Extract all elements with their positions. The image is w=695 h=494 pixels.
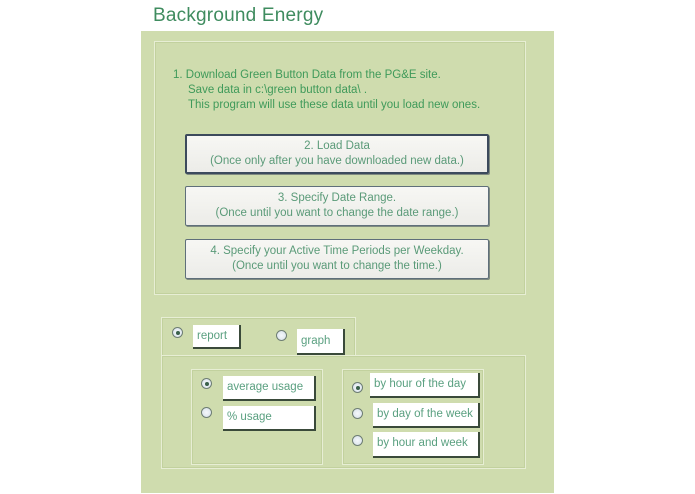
by-hour-of-day-radio[interactable] bbox=[352, 382, 363, 393]
instruction-note: This program will use these data until you load new ones. bbox=[188, 99, 481, 111]
by-day-of-week-label[interactable]: by day of the week bbox=[373, 403, 480, 428]
load-data-hint: (Once only after you have downloaded new data.) bbox=[210, 155, 464, 167]
report-label[interactable]: report bbox=[193, 325, 241, 349]
by-hour-and-week-radio[interactable] bbox=[352, 435, 363, 446]
date-range-hint: (Once until you want to change the date range.) bbox=[215, 207, 459, 219]
instructions-text bbox=[173, 68, 480, 113]
active-periods-label: 4. Specify your Active Time Periods per Weekday. bbox=[210, 245, 464, 257]
by-day-of-week-radio[interactable] bbox=[352, 408, 363, 419]
date-range-label: 3. Specify Date Range. bbox=[277, 192, 397, 204]
graph-radio[interactable] bbox=[276, 330, 287, 341]
by-hour-and-week-label[interactable]: by hour and week bbox=[373, 432, 480, 458]
percent-usage-label[interactable]: % usage bbox=[223, 406, 316, 431]
percent-usage-radio[interactable] bbox=[201, 407, 212, 418]
specify-active-periods-button[interactable] bbox=[185, 239, 489, 279]
load-data-label: 2. Load Data bbox=[304, 140, 370, 152]
by-hour-of-day-label[interactable]: by hour of the day bbox=[370, 373, 480, 398]
page-title: Background Energy bbox=[153, 5, 324, 26]
average-usage-label[interactable]: average usage bbox=[223, 376, 316, 401]
average-usage-radio[interactable] bbox=[201, 378, 212, 389]
report-radio[interactable] bbox=[172, 327, 183, 338]
specify-date-range-button[interactable] bbox=[185, 186, 489, 226]
active-periods-hint: (Once until you want to change the time.) bbox=[232, 260, 442, 272]
graph-label[interactable]: graph bbox=[297, 329, 345, 355]
instruction-save-path: Save data in c:\green button data\ . bbox=[188, 84, 368, 96]
instruction-step-1: 1. Download Green Button Data from the PG&E site. bbox=[173, 69, 441, 81]
load-data-button[interactable] bbox=[185, 134, 489, 174]
